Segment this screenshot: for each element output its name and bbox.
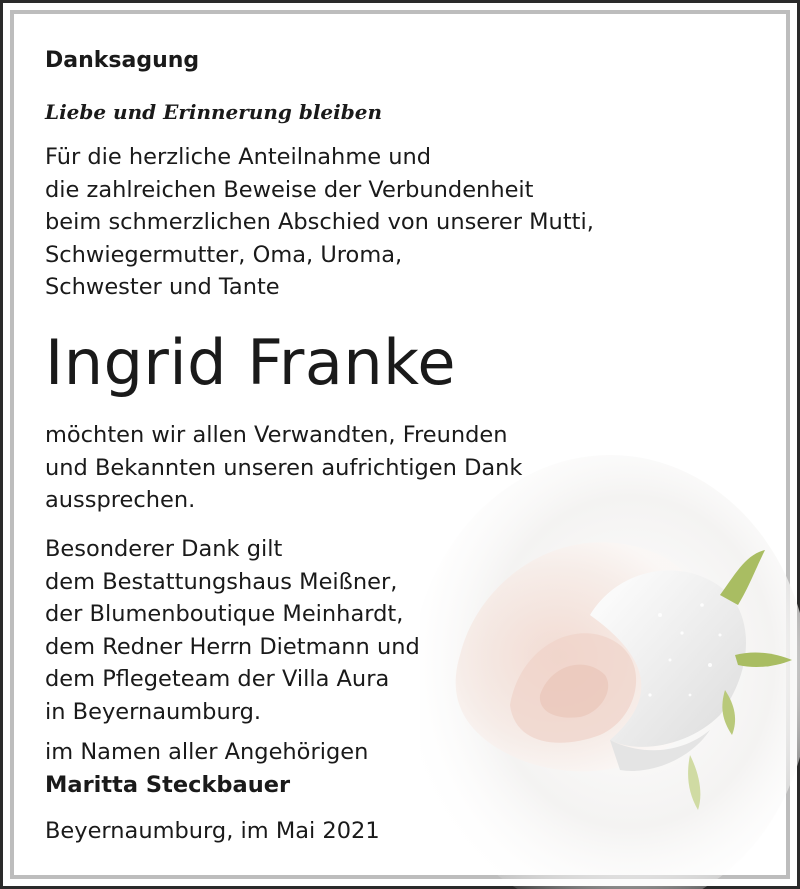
on-behalf-line: im Namen aller Angehörigen bbox=[45, 739, 369, 765]
place-date-line: Beyernaumburg, im Mai 2021 bbox=[45, 818, 380, 844]
intro-line: die zahlreichen Beweise der Verbundenheit bbox=[45, 176, 534, 203]
special-thanks-line: Besonderer Dank gilt bbox=[45, 536, 283, 562]
special-thanks-line: der Blumenboutique Meinhardt, bbox=[45, 601, 404, 627]
intro-line: Für die herzliche Anteilnahme und bbox=[45, 144, 432, 170]
intro-paragraph bbox=[45, 141, 594, 304]
white-rose-image bbox=[420, 455, 800, 889]
special-thanks-line: dem Pflegeteam der Villa Aura bbox=[45, 666, 390, 692]
signer-name: Maritta Steckbauer bbox=[45, 771, 291, 798]
intro-line: Schwiegermutter, Oma, Uroma, bbox=[45, 241, 403, 268]
motto: Liebe und Erinnerung bleiben bbox=[45, 100, 382, 124]
thanks-paragraph bbox=[45, 419, 522, 517]
intro-line: beim schmerzlichen Abschied von unserer Mutti, bbox=[45, 209, 594, 235]
intro-line: Schwester und Tante bbox=[45, 274, 280, 300]
special-thanks-paragraph bbox=[45, 533, 420, 728]
special-thanks-line: dem Bestattungshaus Meißner, bbox=[45, 568, 398, 595]
notice-heading: Danksagung bbox=[45, 48, 200, 73]
thanks-line: aussprechen. bbox=[45, 487, 196, 513]
thanks-line: und Bekannten unseren aufrichtigen Dank bbox=[45, 454, 523, 481]
thanks-line: möchten wir allen Verwandten, Freunden bbox=[45, 422, 508, 448]
special-thanks-line: in Beyernaumburg. bbox=[45, 698, 262, 725]
signature-block bbox=[45, 736, 368, 801]
deceased-name: Ingrid Franke bbox=[45, 326, 456, 399]
special-thanks-line: dem Redner Herrn Dietmann und bbox=[45, 633, 420, 660]
place-date bbox=[45, 815, 380, 848]
